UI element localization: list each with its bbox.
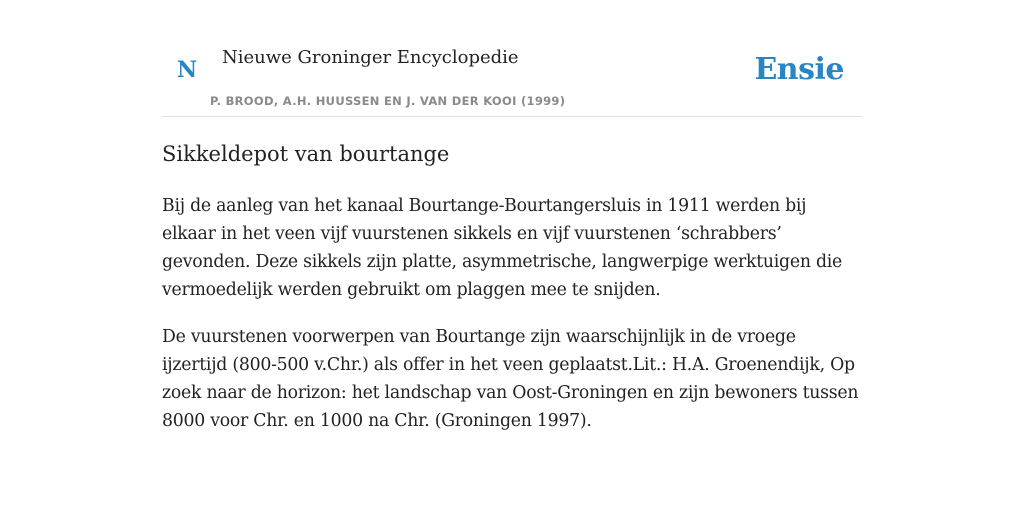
brand-logo[interactable]: Ensie bbox=[754, 52, 844, 87]
source-authors: P. BROOD, A.H. HUUSSEN EN J. VAN DER KOOI (1999) bbox=[210, 94, 566, 108]
page bbox=[162, 0, 862, 431]
source-logo[interactable]: N bbox=[177, 57, 198, 83]
article-body bbox=[162, 192, 862, 454]
source-title-link[interactable]: Nieuwe Groninger Encyclopedie bbox=[222, 47, 519, 68]
article-title: Sikkeldepot van bourtange bbox=[162, 142, 450, 166]
source-header bbox=[162, 0, 862, 117]
article-paragraph: Bij de aanleg van het kanaal Bourtange-Bourtangersluis in 1911 werden bij elkaar in het veen vijf vuurstenen sikkels en vijf vuurstenen ‘schrabbers’ gevonden. Deze sikkels zijn platte, asymmetrische, langwerpige werktuigen die vermoedelijk werden gebruikt om plaggen mee te snijden. bbox=[162, 196, 843, 300]
article-paragraph: De vuurstenen voorwerpen van Bourtange zijn waarschijnlijk in de vroege ijzertijd (800-500 v.Chr.) als offer in het veen geplaatst.Lit.: H.A. Groenendijk, Op zoek naar de horizon: het landschap van Oost-Groningen en zijn bewoners tussen 8000 voor Chr. en 1000 na Chr. (Groningen 1997). bbox=[162, 327, 859, 431]
